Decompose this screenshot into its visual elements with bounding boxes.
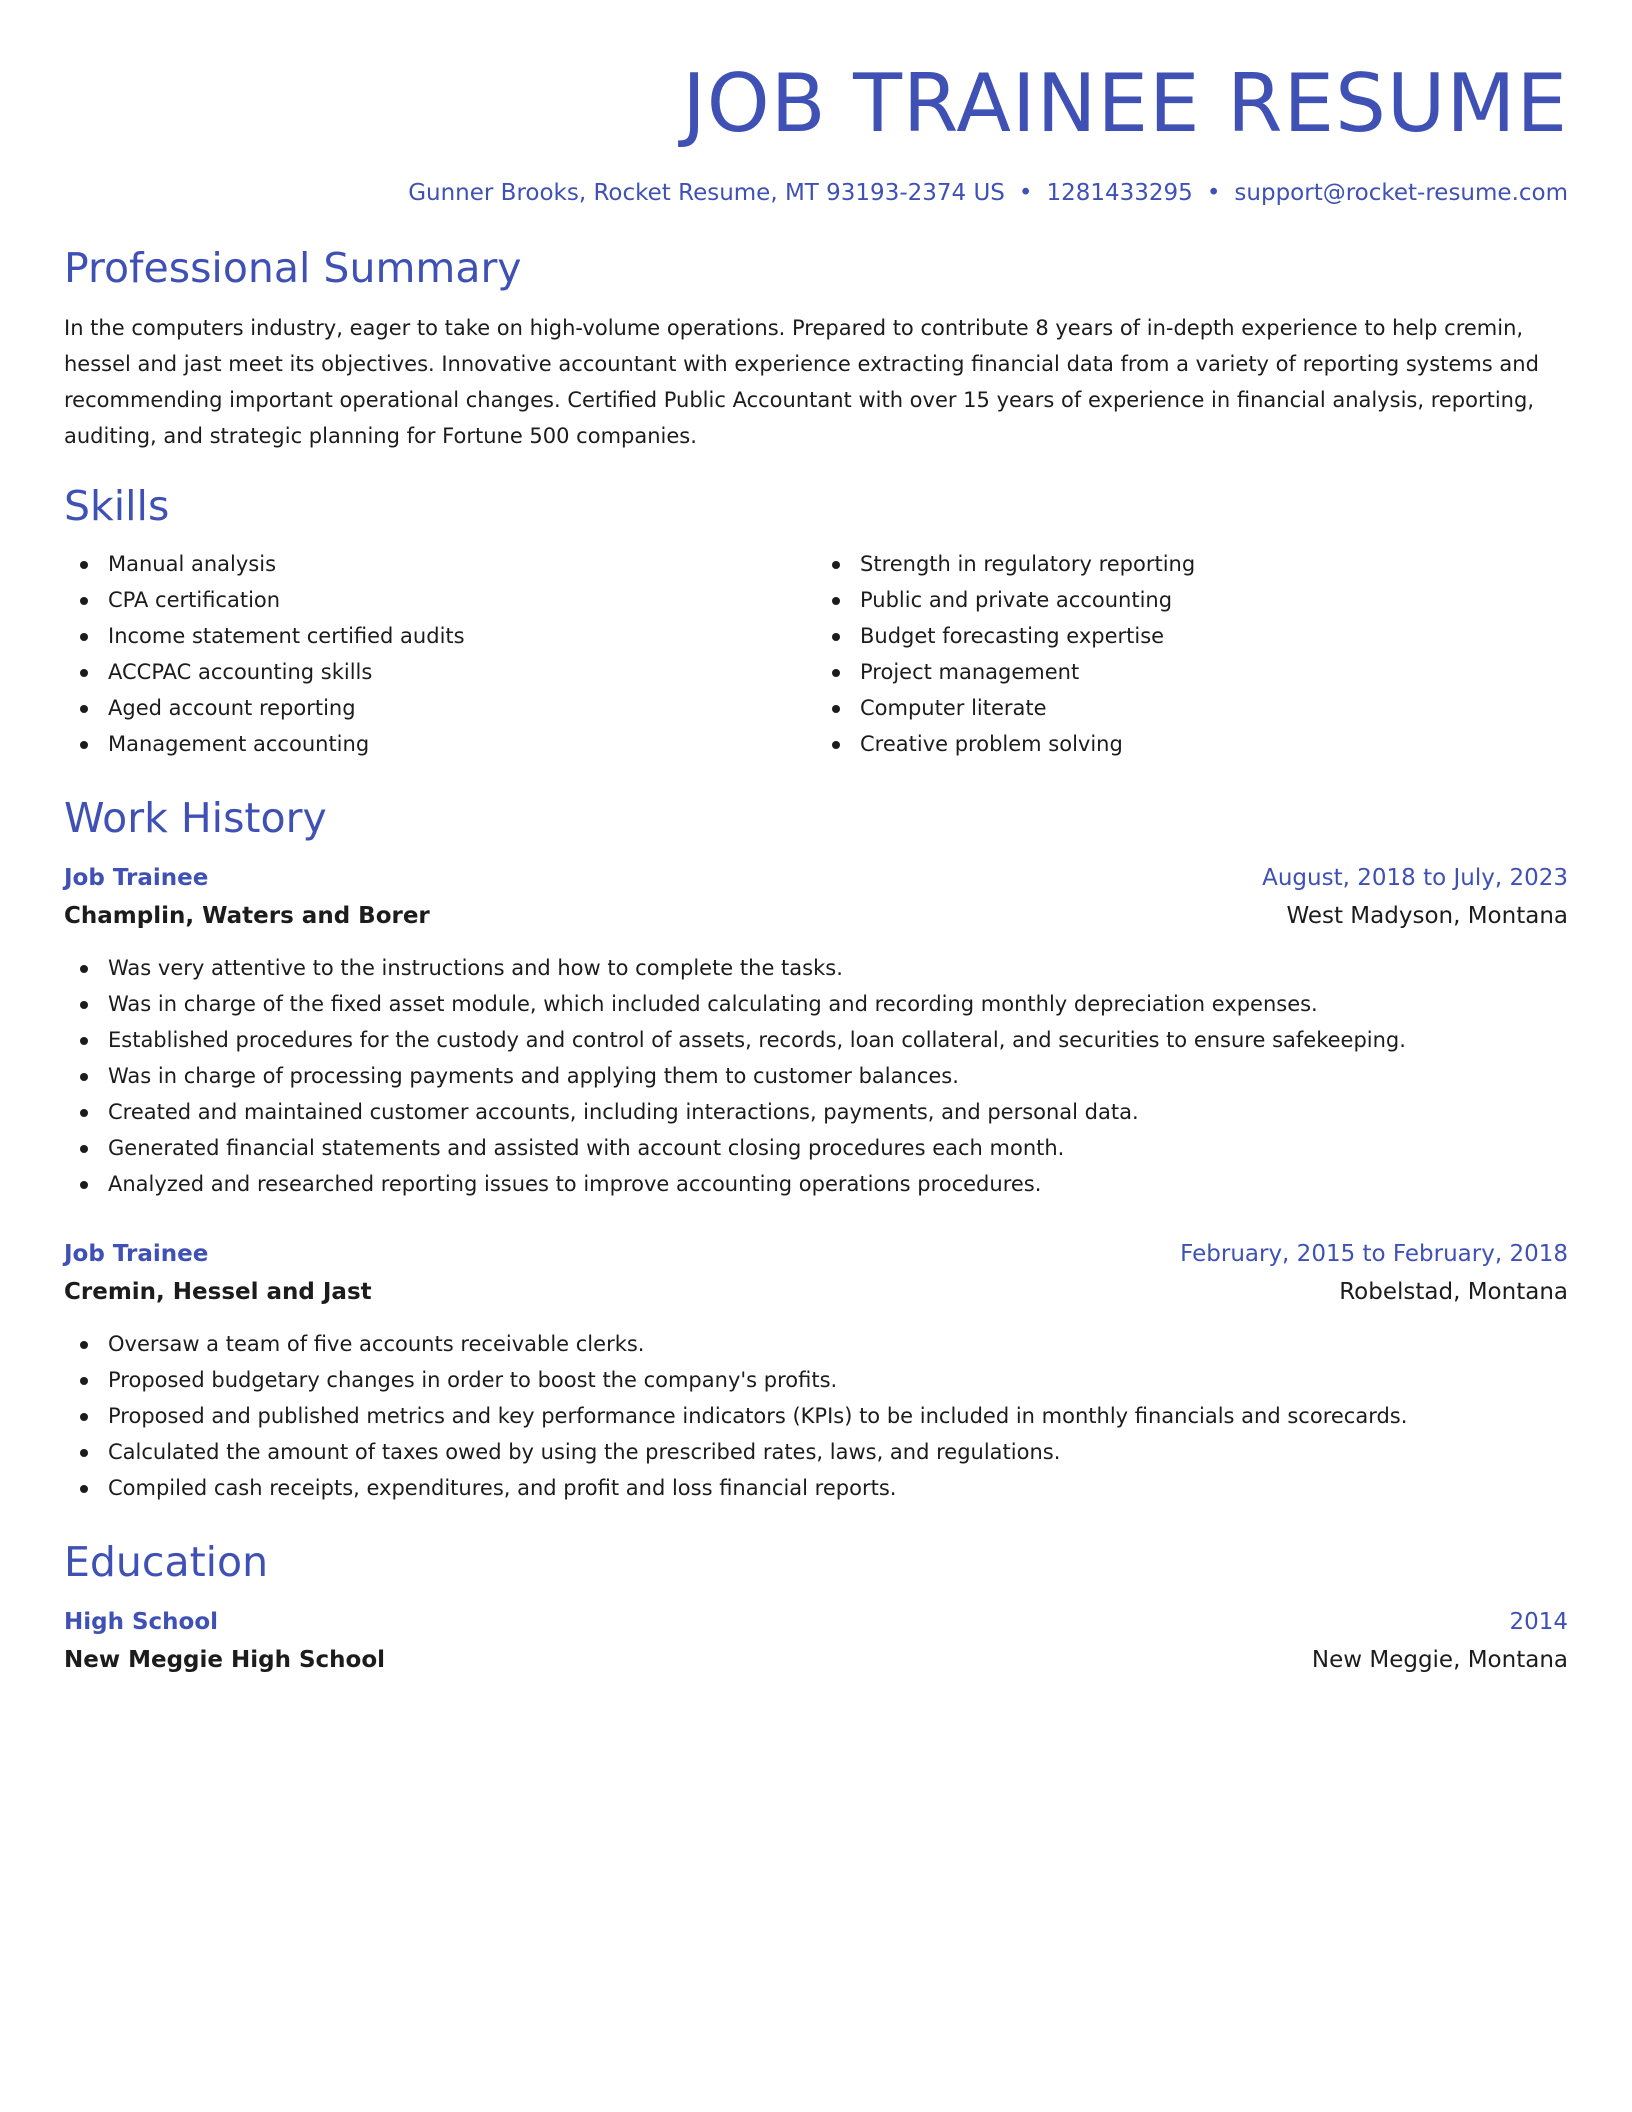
work-entry bbox=[64, 1236, 1568, 1506]
job-duty-item: Proposed and published metrics and key performance indicators (KPIs) to be included in monthly financials and scorecards. bbox=[64, 1398, 1568, 1434]
contact-email: support@rocket-resume.com bbox=[1234, 180, 1568, 206]
skill-item: Aged account reporting bbox=[64, 690, 816, 726]
job-location: West Madyson, Montana bbox=[1286, 903, 1568, 929]
skill-item: Manual analysis bbox=[64, 546, 816, 582]
job-duty-item: Established procedures for the custody and control of assets, records, loan collateral, and securities to ensure safekeeping. bbox=[64, 1022, 1568, 1058]
education-year: 2014 bbox=[1509, 1609, 1568, 1635]
degree-title: High School bbox=[64, 1609, 219, 1635]
job-duty-item: Was very attentive to the instructions and how to complete the tasks. bbox=[64, 950, 1568, 986]
skill-item: Strength in regulatory reporting bbox=[816, 546, 1568, 582]
job-duty-item: Was in charge of processing payments and applying them to customer balances. bbox=[64, 1058, 1568, 1094]
education-entry-school-row bbox=[64, 1640, 1568, 1680]
education-entry-title-row bbox=[64, 1604, 1568, 1640]
job-duty-item: Was in charge of the fixed asset module, which included calculating and recording monthly depreciation expenses. bbox=[64, 986, 1568, 1022]
skill-item: Computer literate bbox=[816, 690, 1568, 726]
skill-item: ACCPAC accounting skills bbox=[64, 654, 816, 690]
job-title: Job Trainee bbox=[64, 1241, 209, 1267]
job-duties-list bbox=[64, 950, 1568, 1202]
job-duty-item: Created and maintained customer accounts, including interactions, payments, and personal data. bbox=[64, 1094, 1568, 1130]
job-duties-list bbox=[64, 1326, 1568, 1506]
contact-separator: • bbox=[1018, 180, 1033, 206]
job-duty-item: Compiled cash receipts, expenditures, and profit and loss financial reports. bbox=[64, 1470, 1568, 1506]
job-duty-item: Proposed budgetary changes in order to boost the company's profits. bbox=[64, 1362, 1568, 1398]
skills-list-right bbox=[816, 546, 1568, 762]
job-dates: February, 2015 to February, 2018 bbox=[1180, 1241, 1568, 1267]
work-entry-company-row bbox=[64, 1272, 1568, 1312]
section-heading-work-history: Work History bbox=[64, 794, 327, 842]
skill-item: Budget forecasting expertise bbox=[816, 618, 1568, 654]
contact-phone: 1281433295 bbox=[1046, 180, 1193, 206]
summary-text: In the computers industry, eager to take on high-volume operations. Prepared to contribute 8 years of in-depth experience to help cremin, hessel and jast meet its objectives. Innovative accountant with experience extracting financial data from a variety of reporting systems and recommending important operational changes. Certified Public Accountant with over 15 years of experience in financial analysis, reporting, auditing, and strategic planning for Fortune 500 companies. bbox=[64, 316, 1539, 448]
professional-summary-section bbox=[64, 242, 1568, 454]
section-heading-skills: Skills bbox=[64, 482, 170, 530]
section-heading-summary: Professional Summary bbox=[64, 244, 522, 292]
skill-item: Project management bbox=[816, 654, 1568, 690]
skills-column-right bbox=[816, 546, 1568, 762]
company-name: Cremin, Hessel and Jast bbox=[64, 1279, 372, 1305]
skills-column-left bbox=[64, 546, 816, 762]
skill-item: Creative problem solving bbox=[816, 726, 1568, 762]
skill-item: Income statement certified audits bbox=[64, 618, 816, 654]
work-entry-title-row bbox=[64, 1236, 1568, 1272]
work-entry bbox=[64, 860, 1568, 1202]
job-dates: August, 2018 to July, 2023 bbox=[1262, 865, 1568, 891]
contact-line bbox=[64, 178, 1568, 208]
skill-item: Public and private accounting bbox=[816, 582, 1568, 618]
skills-list-left bbox=[64, 546, 816, 762]
education-entry bbox=[64, 1604, 1568, 1680]
job-duty-item: Calculated the amount of taxes owed by using the prescribed rates, laws, and regulations. bbox=[64, 1434, 1568, 1470]
section-heading-education: Education bbox=[64, 1538, 269, 1586]
school-location: New Meggie, Montana bbox=[1311, 1647, 1568, 1673]
job-title: Job Trainee bbox=[64, 865, 209, 891]
resume-header bbox=[64, 56, 1568, 208]
job-duty-item: Oversaw a team of five accounts receivable clerks. bbox=[64, 1326, 1568, 1362]
work-entry-company-row bbox=[64, 896, 1568, 936]
contact-address: Gunner Brooks, Rocket Resume, MT 93193-2374 US bbox=[408, 180, 1005, 206]
resume-title: JOB TRAINEE RESUME bbox=[682, 57, 1568, 150]
skill-item: Management accounting bbox=[64, 726, 816, 762]
job-duty-item: Generated financial statements and assisted with account closing procedures each month. bbox=[64, 1130, 1568, 1166]
work-history-section bbox=[64, 792, 1568, 1506]
work-entry-title-row bbox=[64, 860, 1568, 896]
company-name: Champlin, Waters and Borer bbox=[64, 903, 430, 929]
education-section bbox=[64, 1536, 1568, 1680]
job-duty-item: Analyzed and researched reporting issues to improve accounting operations procedures. bbox=[64, 1166, 1568, 1202]
skills-section bbox=[64, 480, 1568, 762]
contact-separator: • bbox=[1206, 180, 1221, 206]
school-name: New Meggie High School bbox=[64, 1647, 386, 1673]
job-location: Robelstad, Montana bbox=[1339, 1279, 1568, 1305]
skills-grid bbox=[64, 546, 1568, 762]
skill-item: CPA certification bbox=[64, 582, 816, 618]
